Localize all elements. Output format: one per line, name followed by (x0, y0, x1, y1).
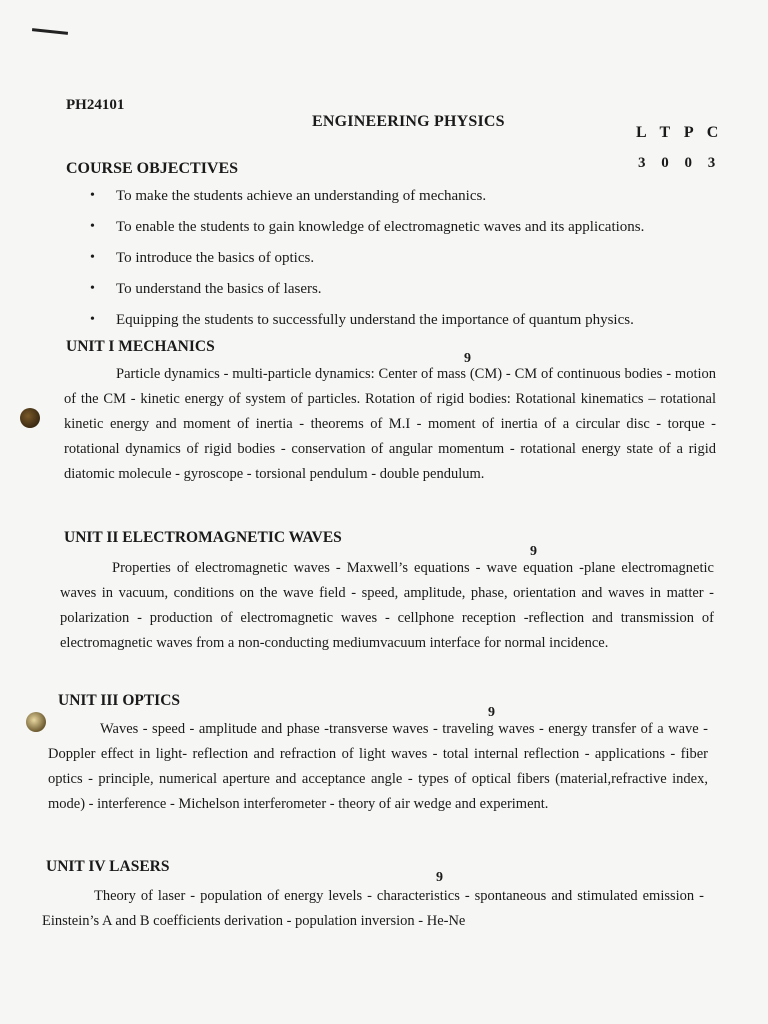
course-title: ENGINEERING PHYSICS (312, 113, 505, 130)
unit-heading: UNIT I MECHANICS (66, 338, 215, 355)
objective-item (90, 281, 644, 312)
unit-heading: UNIT IV LASERS (46, 858, 170, 875)
unit-heading: UNIT III OPTICS (58, 692, 181, 709)
unit-body: Particle dynamics - multi-particle dynamics: Center of mass (CM) - CM of continuous bodies - motion of the CM - kinetic energy of system of particles. Rotation of rigid bodies: Rotational kinematics – rotational kinetic energy and moment of inertia - theorems of M.I - moment of inertia of a circular disc - torque - rotational dynamics of rigid bodies - conservation of angular momentum - rotational energy state of a rigid diatomic molecule - gyroscope - torsional pendulum - double pendulum. (64, 366, 716, 482)
objectives-list (90, 188, 644, 343)
objectives-heading: COURSE OBJECTIVES (66, 160, 239, 177)
unit-body: Theory of laser - population of energy levels - characteristics - spontaneous and stimulated emission - Einstein’s A and B coefficients derivation - population inversion - He-Ne (42, 888, 704, 929)
objective-text: To introduce the basics of optics. (116, 250, 315, 266)
objective-text: To enable the students to gain knowledge of electromagnetic waves and its applications. (116, 219, 645, 235)
bullet-icon: • (90, 219, 95, 234)
objective-text: To understand the basics of lasers. (116, 281, 322, 297)
punch-hole (20, 408, 40, 428)
unit-heading: UNIT II ELECTROMAGNETIC WAVES (64, 529, 342, 546)
unit-hours: 9 (530, 544, 537, 559)
punch-hole (26, 712, 46, 732)
bullet-icon: • (90, 312, 95, 327)
objective-text: To make the students achieve an understanding of mechanics. (116, 188, 487, 204)
unit-body: Properties of electromagnetic waves - Maxwell’s equations - wave equation -plane electromagnetic waves in vacuum, conditions on the wave field - speed, amplitude, phase, orientation and waves in matter - polarization - production of electromagnetic waves - cellphone reception -reflection and transmission of electromagnetic waves from a non-conducting mediumvacuum interface for normal incidence. (60, 560, 714, 651)
pen-mark (32, 28, 68, 35)
objective-text: Equipping the students to successfully understand the importance of quantum physics. (116, 312, 634, 328)
objective-item (90, 188, 644, 219)
unit-hours: 9 (488, 705, 495, 720)
unit-body: Waves - speed - amplitude and phase -transverse waves - traveling waves - energy transfer of a wave - Doppler effect in light- reflection and refraction of light waves - total internal reflection - applications - fiber optics - principle, numerical aperture and acceptance angle - types of optical fibers (material,refractive index, mode) - interference - Michelson interferometer - theory of air wedge and experiment. (48, 721, 708, 812)
ltpc-label: L T P C (636, 124, 724, 141)
bullet-icon: • (90, 281, 95, 296)
course-code: PH24101 (66, 97, 125, 113)
unit-hours: 9 (436, 870, 443, 885)
objective-item (90, 250, 644, 281)
ltpc-values: 3 0 0 3 (638, 155, 722, 171)
bullet-icon: • (90, 250, 95, 265)
objective-item (90, 219, 644, 250)
unit-hours: 9 (464, 351, 471, 366)
bullet-icon: • (90, 188, 95, 203)
